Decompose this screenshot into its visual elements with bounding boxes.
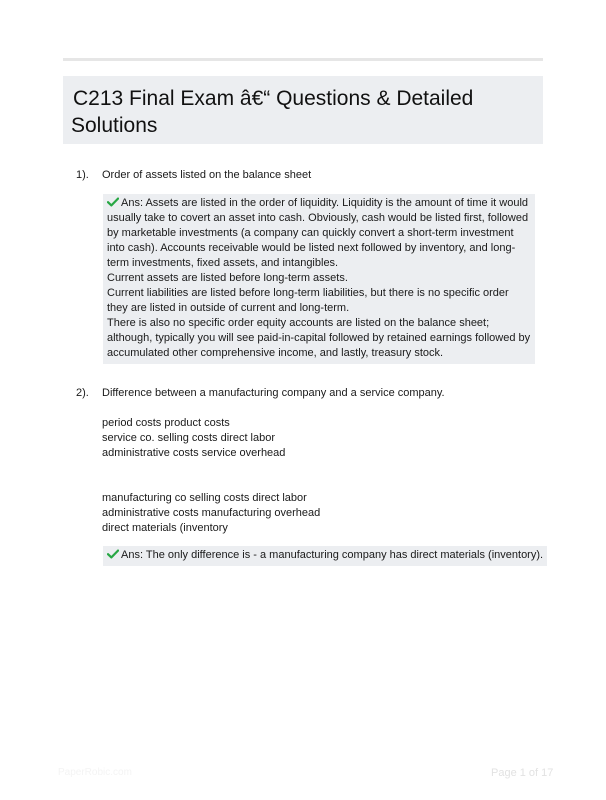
checkmark-icon: [107, 197, 119, 207]
cost-line: period costs product costs: [102, 417, 230, 429]
question-text: Difference between a manufacturing company and a service company.: [102, 387, 445, 399]
footer-watermark: PaperRobic.com: [58, 767, 132, 778]
title-line-1: C213 Final Exam â€“ Questions & Detailed: [73, 87, 474, 110]
cost-list-service: [102, 416, 285, 461]
answer-paragraph: There is also no specific order equity accounts are listed on the balance sheet; although, typically you will see paid-in-capital followed by retained earnings followed by accumulated other comprehensive income, and lastly, treasury stock.: [107, 317, 531, 359]
cost-line: service co. selling costs direct labor: [102, 432, 276, 444]
page-title: [71, 85, 535, 139]
answer-text: Ans: The only difference is - a manufacturing company has direct materials (inventory).: [121, 549, 544, 561]
question-number: 2).: [76, 387, 89, 399]
question-number: 1).: [76, 169, 89, 181]
answer-paragraph: Current assets are listed before long-term assets.: [107, 272, 348, 284]
cost-line: administrative costs manufacturing overhead: [102, 507, 321, 519]
question-text: Order of assets listed on the balance sheet: [102, 169, 312, 181]
cost-line: administrative costs service overhead: [102, 447, 286, 459]
checkmark-icon: [107, 549, 119, 559]
answer-paragraph: [107, 196, 531, 271]
answer-paragraph: Current liabilities are listed before long-term liabilities, but there is no specific order they are listed in outside of current and long-term.: [107, 287, 509, 314]
title-box: [63, 76, 543, 144]
page-number: Page 1 of 17: [491, 767, 554, 779]
answer-2: [103, 546, 547, 566]
cost-line: manufacturing co selling costs direct labor: [102, 492, 307, 504]
cost-line: direct materials (inventory: [102, 522, 228, 534]
cost-list-manufacturing: [102, 491, 320, 536]
answer-text: Ans: Assets are listed in the order of liquidity. Liquidity is the amount of time it would usually take to covert an asset into cash. Obviously, cash would be listed first, followed by marketable investments (a company can quickly convert a short-term investment into cash). Accounts receivable would be listed next followed by inventory, and long-term investments, fixed assets, and intangibles.: [107, 197, 529, 269]
top-divider: [63, 58, 543, 61]
title-line-2: Solutions: [71, 114, 158, 137]
answer-1: [103, 194, 535, 364]
